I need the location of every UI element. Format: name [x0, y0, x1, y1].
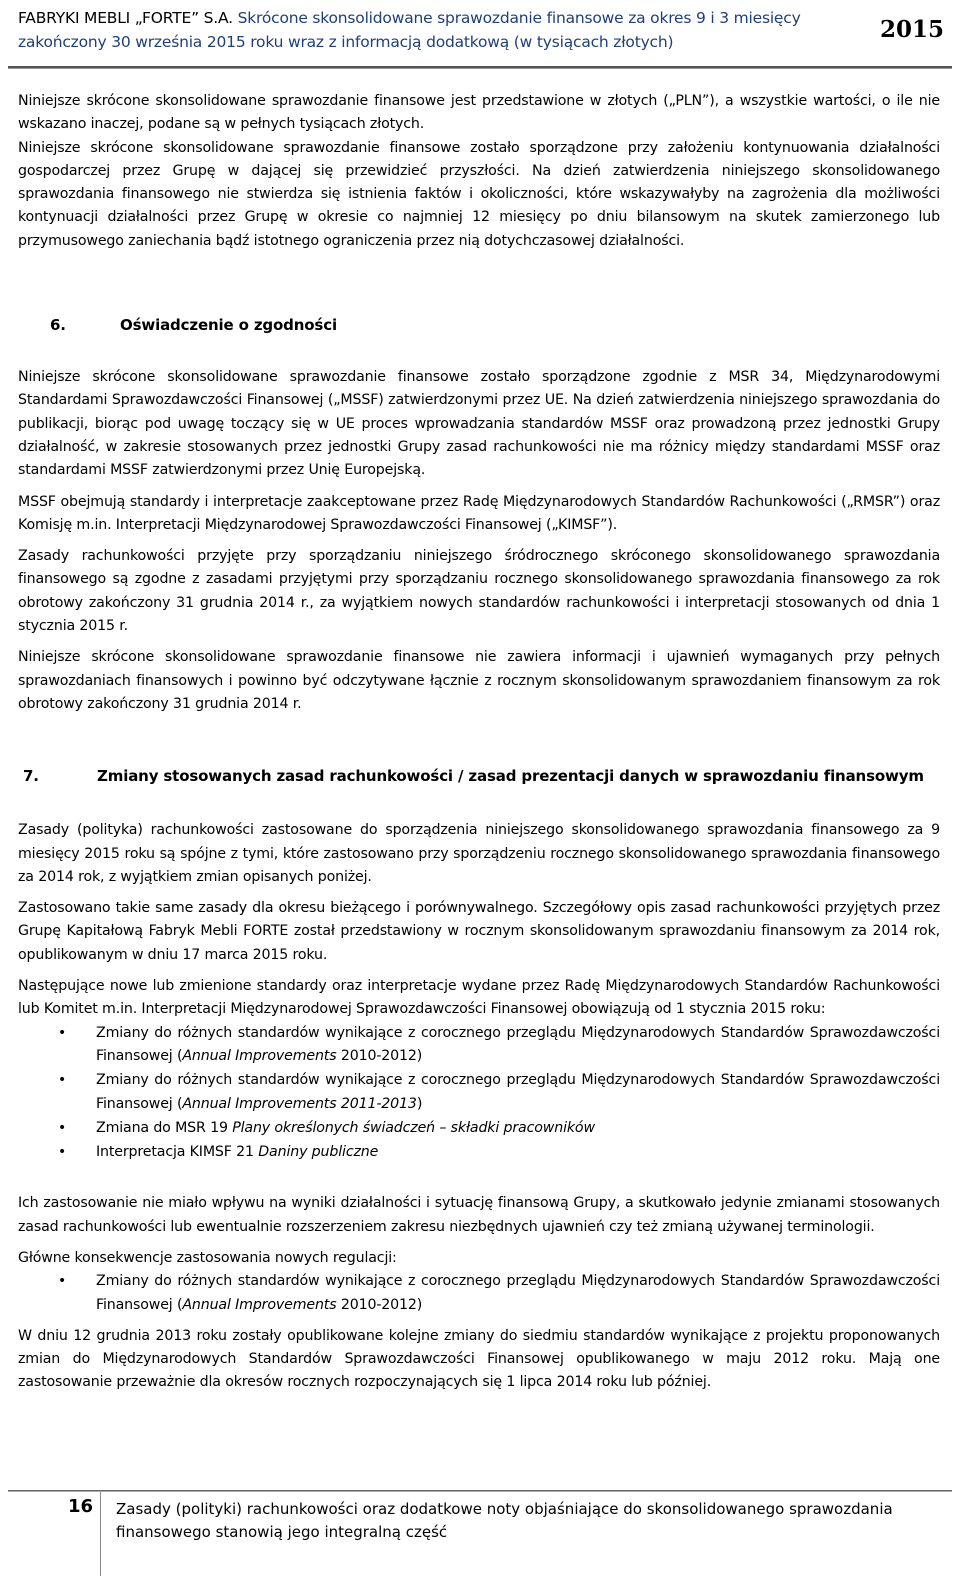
list-item-text: Zmiany do różnych standardów wynikające z corocznego przeglądu Międzynarodowych Standardów Sprawozdawczości Finansowej (	[96, 1273, 940, 1313]
section-6-paragraph: Zasady rachunkowości przyjęte przy sporządzaniu niniejszego śródrocznego skróconego skonsolidowanego sprawozdania finansowego są zgodne z zasadami przyjętymi przy sporządzaniu rocznego skonsolidowanego sprawozdania finansowego za rok obrotowy zakończony 31 grudnia 2014 r., za wyjątkiem nowych standardów rachunkowości i interpretacji stosowanych od dnia 1 stycznia 2015 r.	[18, 548, 940, 635]
list-item-italic: Annual Improvements	[182, 1296, 337, 1313]
list-item-text: )	[416, 1095, 423, 1112]
section-7-paragraph: W dniu 12 grudnia 2013 roku zostały opublikowane kolejne zmiany do siedmiu standardów wynikające z projektu proponowanych zmian do Międzynarodowych Standardów Sprawozdawczości Finansowej opublikowanego w maju 2012 roku. Mają one zastosowanie przeważnie dla okresów rocznych rozpoczynających się 1 lipca 2014 roku lub później.	[18, 1327, 940, 1391]
bullet-icon: •	[58, 1273, 67, 1290]
bullet-icon: •	[58, 1144, 67, 1161]
list-item-italic: Plany określonych świadczeń – składki pracowników	[232, 1119, 595, 1136]
footer-vertical-divider	[100, 1492, 101, 1576]
list-item	[18, 1022, 940, 1069]
page-number: 16	[68, 1496, 94, 1517]
header-year: 2015	[879, 16, 944, 43]
list-item	[18, 1117, 940, 1140]
list-item	[18, 1069, 940, 1116]
list-item-italic: Daniny publiczne	[258, 1144, 379, 1161]
header-company: FABRYKI MEBLI „FORTE” S.A.	[18, 9, 233, 27]
section-7-heading	[23, 766, 940, 787]
intro-paragraph-2: Niniejsze skrócone skonsolidowane sprawozdanie finansowe zostało sporządzone przy założeniu kontynuowania działalności gospodarczej przez Grupę w dającej się przewidzieć przyszłości. Na dzień zatwierdzenia niniejszego skonsolidowanego sprawozdania finansowego nie stwierdza się istnienia faktów i okoliczności, które wskazywałyby na zagrożenia dla możliwości kontynuacji działalności przez Grupę w okresie co najmniej 12 miesięcy po dniu bilansowym na skutek zamierzonego lub przymusowego zaniechania bądź istotnego ograniczenia przez nią dotychczasowej działalności.	[18, 139, 940, 249]
consequences-list	[18, 1270, 940, 1317]
standards-list	[18, 1022, 940, 1165]
section-7-paragraph: Następujące nowe lub zmienione standardy oraz interpretacje wydane przez Radę Międzynarodowych Standardów Rachunkowości lub Komitet m.in. Interpretacji Międzynarodowej Sprawozdawczości Finansowej obowiązują od 1 stycznia 2015 roku:	[18, 978, 940, 1018]
bullet-icon: •	[58, 1119, 67, 1136]
page-footer	[0, 1486, 960, 1576]
header-line-1	[18, 9, 801, 27]
section-7-paragraph: Ich zastosowanie nie miało wpływu na wyniki działalności i sytuację finansową Grupy, a skutkowało jedynie zmianami stosowanych zasad rachunkowości lub ewentualnie rozszerzeniem zakresu niezbędnych ujawnień czy też zmianą używanej terminologii.	[18, 1195, 940, 1235]
section-6-paragraph: MSSF obejmują standardy i interpretacje zaakceptowane przez Radę Międzynarodowych Standardów Rachunkowości („RMSR”) oraz Komisję m.in. Interpretacji Międzynarodowej Sprawozdawczości Finansowej („KIMSF”).	[18, 493, 940, 533]
list-item-text: 2010-2012)	[336, 1296, 423, 1313]
list-item-text: 2010-2012)	[336, 1047, 423, 1064]
page-header	[0, 0, 960, 72]
footer-text: Zasady (polityki) rachunkowości oraz dodatkowe noty objaśniające do skonsolidowanego sprawozdania finansowego stanowią jego integralną część	[116, 1500, 893, 1541]
bullet-icon: •	[58, 1072, 67, 1089]
bullet-icon: •	[58, 1024, 67, 1041]
list-item-italic: Annual Improvements	[182, 1047, 337, 1064]
section-7-title: Zmiany stosowanych zasad rachunkowości / zasad prezentacji danych w sprawozdaniu finansowym	[97, 767, 924, 786]
list-item-text: Zmiana do MSR 19	[96, 1119, 233, 1136]
list-item	[18, 1141, 940, 1164]
list-item-text: Zmiany do różnych standardów wynikające z corocznego przeglądu Międzynarodowych Standardów Sprawozdawczości Finansowej (	[96, 1024, 940, 1064]
spacer	[18, 1172, 940, 1192]
intro-paragraph-1: Niniejsze skrócone skonsolidowane sprawozdanie finansowe jest przedstawione w złotych („PLN”), a wszystkie wartości, o ile nie wskazano inaczej, podane są w pełnych tysiącach złotych.	[18, 93, 940, 133]
list-item-italic: Annual Improvements 2011-2013	[182, 1095, 417, 1112]
footer-divider	[8, 1490, 952, 1492]
list-item-text: Interpretacja KIMSF 21	[96, 1144, 259, 1161]
header-title-line-1: Skrócone skonsolidowane sprawozdanie finansowe za okres 9 i 3 miesięcy	[237, 9, 801, 27]
section-7-number: 7.	[23, 767, 39, 786]
section-7-paragraph: Zasady (polityka) rachunkowości zastosowane do sporządzenia niniejszego skonsolidowanego sprawozdania finansowego za 9 miesięcy 2015 roku są spójne z tymi, które zastosowano przy sporządzeniu rocznego skonsolidowanego sprawozdania finansowego za 2014 rok, z wyjątkiem zmian opisanych poniżej.	[18, 822, 940, 885]
section-6-heading	[50, 315, 940, 336]
section-6-title: Oświadczenie o zgodności	[120, 316, 337, 335]
list-item-text: Zmiany do różnych standardów wynikające z corocznego przeglądu Międzynarodowych Standardów Sprawozdawczości Finansowej (	[96, 1072, 940, 1112]
header-title-line-2: zakończony 30 września 2015 roku wraz z informacją dodatkową (w tysiącach złotych)	[18, 33, 674, 51]
header-divider	[8, 66, 952, 69]
section-6-number: 6.	[50, 316, 66, 335]
document-body	[18, 90, 940, 1403]
section-7-paragraph: Główne konsekwencje zastosowania nowych regulacji:	[18, 1249, 397, 1266]
section-7-paragraph: Zastosowano takie same zasady dla okresu bieżącego i porównywalnego. Szczegółowy opis zasad rachunkowości przyjętych przez Grupę Kapitałową Fabryk Mebli FORTE został przedstawiony w rocznym skonsolidowanym sprawozdaniu finansowym za 2014 rok, opublikowanym w dniu 17 marca 2015 roku.	[18, 900, 940, 963]
list-item	[18, 1270, 940, 1317]
section-6-paragraph: Niniejsze skrócone skonsolidowane sprawozdanie finansowe zostało sporządzone zgodnie z MSR 34, Międzynarodowymi Standardami Sprawozdawczości Finansowej („MSSF) zatwierdzonymi przez UE. Na dzień zatwierdzenia niniejszego sprawozdania do publikacji, biorąc pod uwagę toczący się w UE proces wprowadzania standardów MSSF oraz prowadzoną przez jednostki Grupy działalność, w zakresie stosowanych przez jednostki Grupy zasad rachunkowości nie ma różnicy między standardami MSSF oraz standardami MSSF zatwierdzonymi przez Unię Europejską.	[18, 369, 940, 479]
section-6-paragraph: Niniejsze skrócone skonsolidowane sprawozdanie finansowe nie zawiera informacji i ujawnień wymaganych przy pełnych sprawozdaniach finansowych i powinno być odczytywane łącznie z rocznym skonsolidowanym sprawozdaniem finansowym za rok obrotowy zakończony 31 grudnia 2014 r.	[18, 649, 940, 712]
